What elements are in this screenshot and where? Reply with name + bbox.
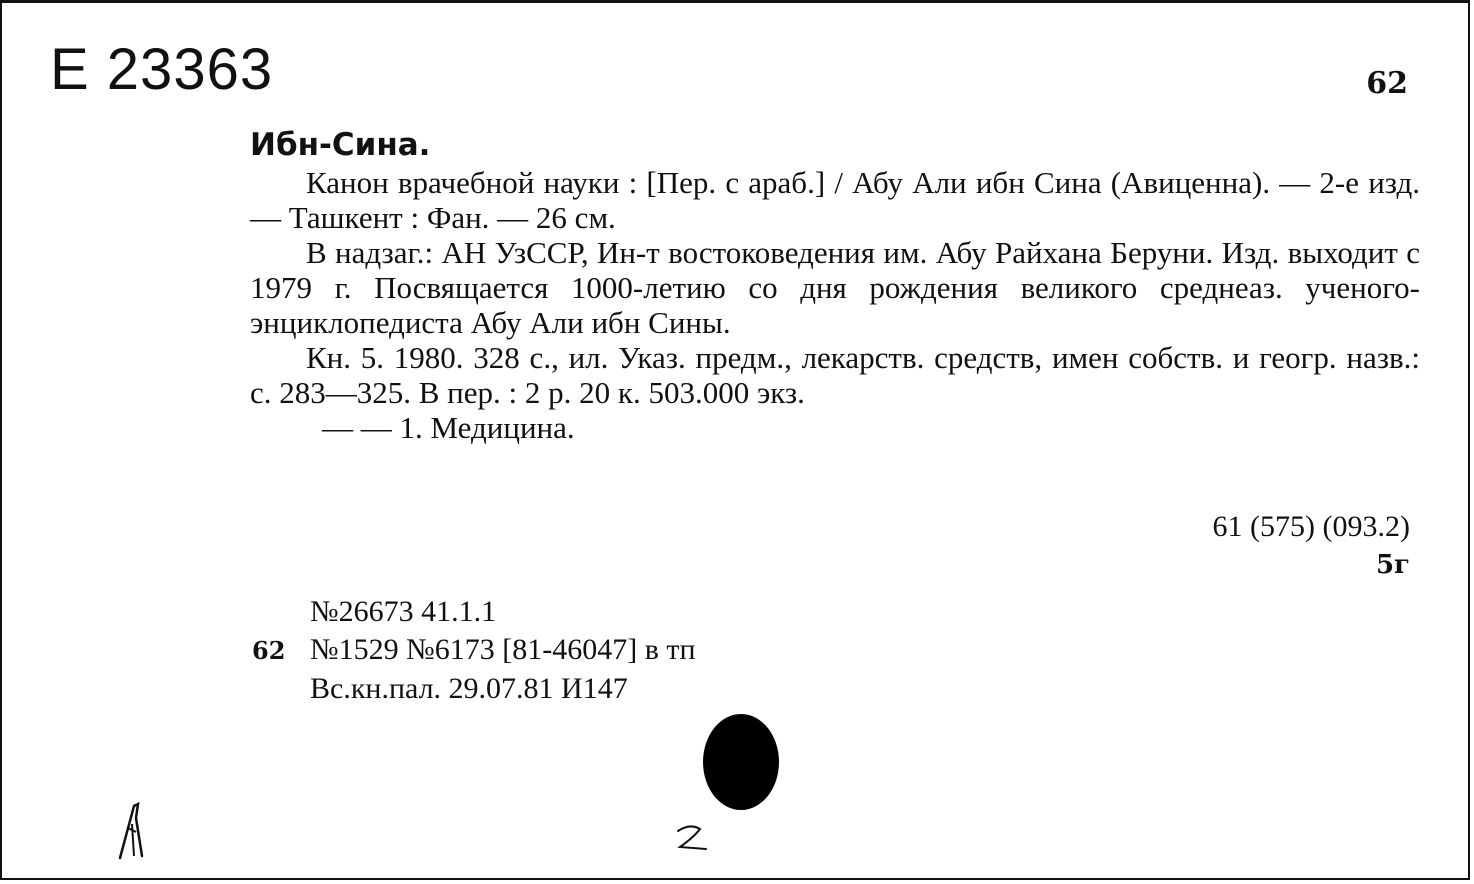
registration-line-2: 62 №1529 №6173 [81-46047] в тп (252, 631, 696, 670)
subject-tracing: — — 1. Медицина. (322, 410, 575, 445)
registration-line-3: Вс.кн.пал. 29.07.81 И147 (310, 672, 628, 705)
corner-number: 62 (1366, 66, 1408, 101)
title-description: Канон врачебной науки : [Пер. с араб.] / Абу Али ибн Сина (Авиценна). — 2-е изд. — Ташкент : Фан. — 26 см. (250, 165, 1420, 235)
classification-code: 61 (575) (093.2) (1212, 510, 1410, 543)
bibliographic-entry (250, 125, 1420, 445)
registration-block (252, 593, 696, 708)
handwritten-mark-a (114, 798, 154, 862)
registration-prefix: 62 (252, 636, 286, 665)
author-heading: Ибн-Сина. (250, 127, 431, 163)
classification-sub: 5г (1375, 550, 1410, 580)
registration-line-1: №26673 41.1.1 (310, 595, 497, 628)
punch-hole-dot (703, 714, 779, 810)
classification-block (1213, 508, 1410, 584)
card-call-number: Е 23363 (50, 37, 274, 102)
handwritten-mark-2 (674, 823, 710, 857)
volume-details: Кн. 5. 1980. 328 с., ил. Указ. предм., лекарств. средств, имен собств. и геогр. назв.: с. 283—325. В пер. : 2 р. 20 к. 503.000 экз. (250, 340, 1420, 410)
series-note: В надзаг.: АН УзССР, Ин-т востоковедения им. Абу Райхана Беруни. Изд. выходит с 1979 г. Посвящается 1000-летию со дня рождения великого среднеаз. ученого-энциклопедиста Абу Али ибн Сины. (250, 235, 1420, 340)
